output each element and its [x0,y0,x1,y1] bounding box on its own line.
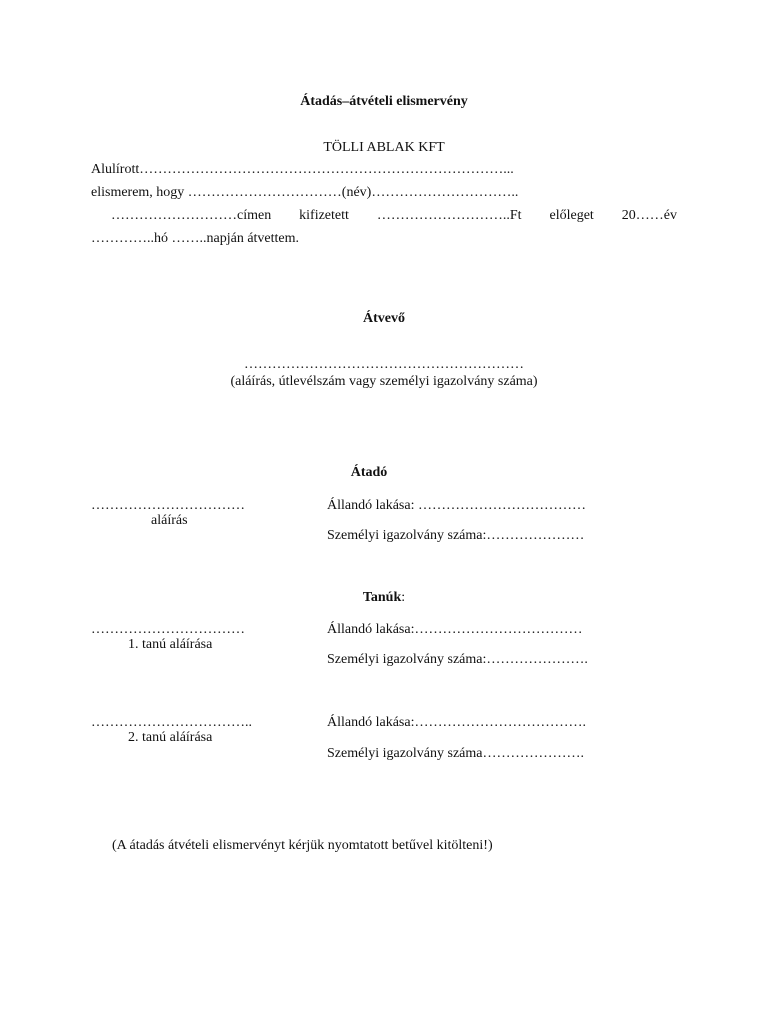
witness-1-address: Állandó lakása:……………………………… [327,622,583,637]
witness-1-signature-line: …………………………… [91,622,245,637]
receiver-heading: Átvevő [363,311,405,326]
witnesses-heading-text: Tanúk [362,590,402,605]
witness-2-id-number: Személyi igazolvány száma…………………. [327,746,584,761]
document-title: Átadás–átvételi elismervény [300,94,468,109]
giver-signature-line: …………………………… [91,498,245,513]
witnesses-heading [0,590,768,606]
witness-2-signature-label: 2. tanú aláírása [128,730,213,745]
giver-id-number: Személyi igazolvány száma:………………… [327,528,585,543]
company-name: TÖLLI ABLAK KFT [323,140,445,155]
body-line-payment [91,208,677,224]
giver-address: Állandó lakása: ……………………………… [327,498,586,513]
receiver-signature-caption: (aláírás, útlevélszám vagy személyi igazolvány száma) [230,374,538,389]
witness-2-signature-line: …………………………….. [91,715,252,730]
giver-heading: Átadó [350,465,388,480]
witness-1-id-number: Személyi igazolvány száma:…………………. [327,652,588,667]
receiver-signature-line: …………………………………………………… [244,357,524,372]
payment-amount-field: ………………………..Ft [376,208,522,223]
payment-year-field: 20……év [621,208,677,223]
footer-note: (A átadás átvételi elismervényt kérjük nyomtatott betűvel kitölteni!) [112,838,493,853]
payment-word-paid: kifizetett [299,208,349,223]
witnesses-heading-colon: : [401,590,406,605]
witness-2-address: Állandó lakása:………………………………. [327,715,586,730]
payment-word-deposit: előleget [549,208,594,223]
body-line-undersigned: Alulírott……………………………………………………………………... [91,162,514,177]
giver-signature-label: aláírás [151,513,188,528]
witness-1-signature-label: 1. tanú aláírása [128,637,213,652]
payment-address-field: ………………………címen [111,208,272,223]
body-line-date: …………..hó ……..napján átvettem. [91,231,300,246]
body-line-acknowledge: elismerem, hogy ……………………………(név)………………………….. [91,185,519,200]
